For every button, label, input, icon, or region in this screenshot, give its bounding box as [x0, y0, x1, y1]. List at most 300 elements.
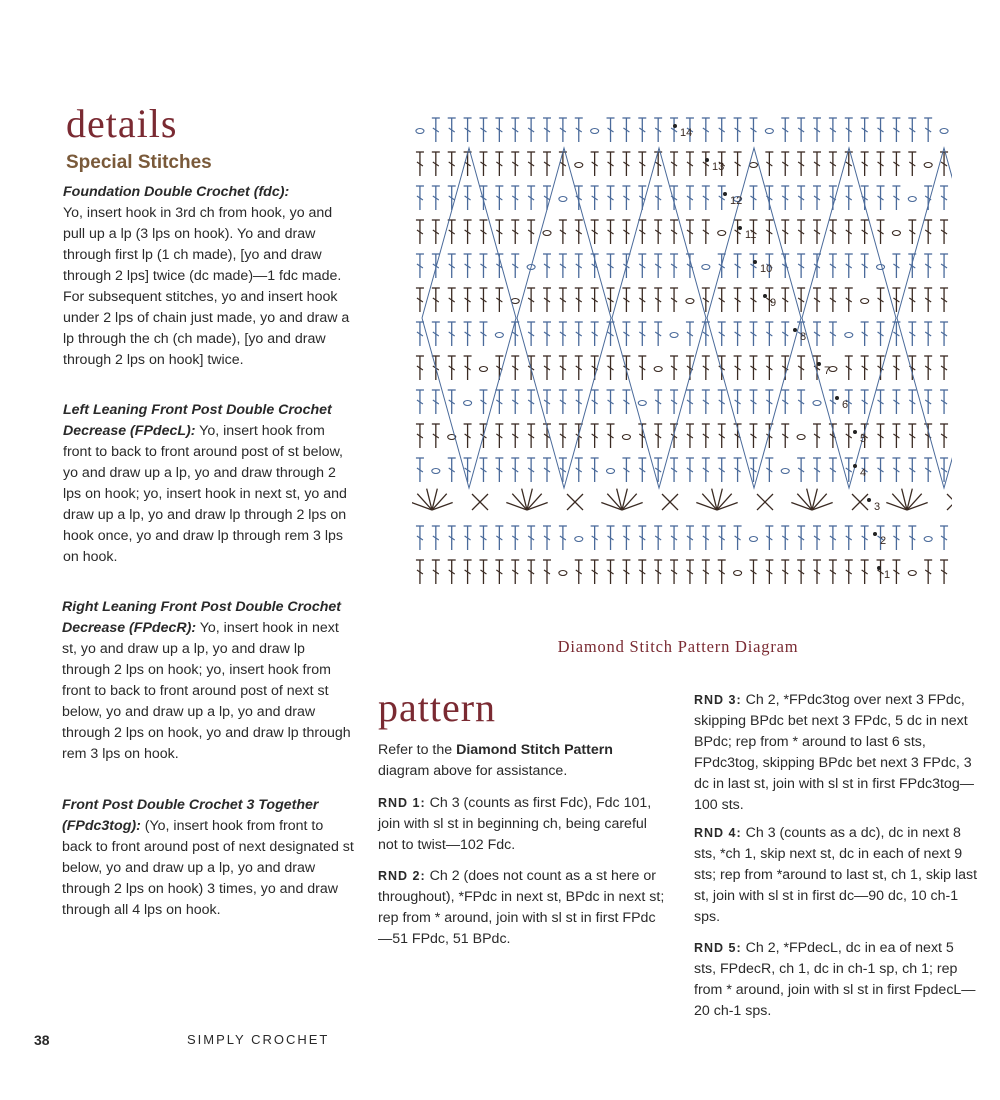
dc-stitch-symbol — [559, 356, 567, 380]
dc-stitch-symbol — [575, 356, 583, 380]
dc-stitch-symbol — [877, 152, 885, 176]
fpdc3tog-text: (Yo, insert hook from front to back to front around post of next designated st below, yo and draw up a lp, yo and draw through 2 lps on hook) 3 times, yo and draw through all 4 lps on hook. — [62, 818, 354, 918]
dc-stitch-symbol — [543, 152, 551, 176]
dc-stitch-symbol — [511, 526, 519, 550]
row-start-marker — [723, 192, 727, 196]
row-number-label: 14 — [680, 127, 693, 139]
dc-stitch-symbol — [892, 254, 900, 278]
dc-stitch-symbol — [765, 152, 773, 176]
dc-stitch-symbol — [749, 186, 757, 210]
dc-stitch-symbol — [575, 118, 583, 142]
dc-stitch-symbol — [527, 152, 535, 176]
dc-stitch-symbol — [940, 560, 948, 584]
dc-stitch-symbol — [654, 458, 662, 482]
dc-stitch-symbol — [797, 220, 805, 244]
chain-symbol — [607, 469, 615, 474]
dc-stitch-symbol — [861, 560, 869, 584]
dc-stitch-symbol — [845, 560, 853, 584]
dc-stitch-symbol — [654, 186, 662, 210]
dc-stitch-symbol — [495, 424, 503, 448]
dc-stitch-symbol — [749, 424, 757, 448]
dc-stitch-symbol — [686, 186, 694, 210]
dc-stitch-symbol — [908, 288, 916, 312]
dc-stitch-symbol — [781, 152, 789, 176]
dc-stitch-symbol — [416, 424, 424, 448]
dc-stitch-symbol — [797, 118, 805, 142]
dc-stitch-symbol — [829, 288, 837, 312]
dc-stitch-symbol — [749, 390, 757, 414]
dc-stitch-symbol — [479, 390, 487, 414]
dc-stitch-symbol — [813, 220, 821, 244]
dc-stitch-symbol — [670, 118, 678, 142]
dc-stitch-symbol — [734, 220, 742, 244]
dc-stitch-symbol — [718, 458, 726, 482]
dc-stitch-symbol — [861, 390, 869, 414]
chain-symbol — [432, 469, 440, 474]
dc-stitch-symbol — [892, 526, 900, 550]
dc-stitch-symbol — [607, 356, 615, 380]
dc-stitch-symbol — [607, 118, 615, 142]
dc-stitch-symbol — [670, 560, 678, 584]
chain-symbol — [908, 571, 916, 576]
dc-stitch-symbol — [607, 560, 615, 584]
chain-symbol — [749, 163, 757, 168]
dc-stitch-symbol — [829, 118, 837, 142]
dc-stitch-symbol — [654, 560, 662, 584]
dc-stitch-symbol — [749, 560, 757, 584]
pattern-intro — [378, 740, 668, 782]
dc-stitch-symbol — [718, 560, 726, 584]
dc-stitch-symbol — [797, 390, 805, 414]
chain-symbol — [924, 537, 932, 542]
row-number-label: 6 — [842, 399, 849, 411]
dc-stitch-symbol — [797, 186, 805, 210]
dc-stitch-symbol — [543, 118, 551, 142]
dc-stitch-symbol — [924, 356, 932, 380]
dc-stitch-symbol — [654, 118, 662, 142]
dc-stitch-symbol — [845, 356, 853, 380]
dc-stitch-symbol — [781, 322, 789, 346]
details-heading: details — [66, 101, 178, 146]
dc-stitch-symbol — [892, 424, 900, 448]
dc-stitch-symbol — [829, 458, 837, 482]
dc-stitch-symbol — [797, 458, 805, 482]
dc-stitch-symbol — [559, 458, 567, 482]
dc-stitch-symbol — [527, 322, 535, 346]
rnd5-label: RND 5: — [694, 941, 742, 955]
rnd1-instruction — [378, 793, 668, 856]
dc-stitch-symbol — [829, 560, 837, 584]
dc-stitch-symbol — [607, 390, 615, 414]
dc-stitch-symbol — [511, 390, 519, 414]
dc-stitch-symbol — [670, 288, 678, 312]
dc-stitch-symbol — [479, 526, 487, 550]
dc-stitch-symbol — [940, 390, 948, 414]
dc-stitch-symbol — [702, 152, 710, 176]
dc-stitch-symbol — [495, 458, 503, 482]
dc-stitch-symbol — [527, 390, 535, 414]
dc-stitch-symbol — [638, 458, 646, 482]
dc-stitch-symbol — [622, 390, 630, 414]
dc-stitch-symbol — [479, 254, 487, 278]
dc-stitch-symbol — [940, 288, 948, 312]
dc-stitch-symbol — [591, 424, 599, 448]
dc-stitch-symbol — [448, 152, 456, 176]
dc-stitch-symbol — [908, 424, 916, 448]
dc-stitch-symbol — [813, 118, 821, 142]
chain-symbol — [670, 333, 678, 338]
dc-stitch-symbol — [448, 254, 456, 278]
dc-stitch-symbol — [416, 560, 424, 584]
dc-stitch-symbol — [734, 152, 742, 176]
row-start-marker — [793, 328, 797, 332]
dc-stitch-symbol — [845, 186, 853, 210]
dc-stitch-symbol — [607, 254, 615, 278]
fdc-text: Yo, insert hook in 3rd ch from hook, yo and pull up a lp (3 lps on hook). Yo and draw through first lp (1 ch made), [yo and draw through 2 lps] twice (dc made)—1 fdc made. For subsequent stitches, yo and insert hook under 2 lps of chain just made, yo and draw a lp through the ch (ch made), [yo and draw through 2 lps on hook] twice. — [63, 205, 350, 368]
dc-stitch-symbol — [416, 254, 424, 278]
dc-stitch-symbol — [781, 118, 789, 142]
dc-stitch-symbol — [448, 118, 456, 142]
dc-stitch-symbol — [559, 424, 567, 448]
dc-stitch-symbol — [495, 526, 503, 550]
dc-stitch-symbol — [638, 560, 646, 584]
dc-stitch-symbol — [543, 356, 551, 380]
dc-stitch-symbol — [479, 458, 487, 482]
dc-stitch-symbol — [464, 560, 472, 584]
dc-stitch-symbol — [479, 560, 487, 584]
dc-stitch-symbol — [686, 254, 694, 278]
chain-symbol — [559, 197, 567, 202]
dc-stitch-symbol — [591, 288, 599, 312]
dc-stitch-symbol — [448, 186, 456, 210]
dc-stitch-symbol — [861, 526, 869, 550]
dc-stitch-symbol — [829, 526, 837, 550]
rnd1-text: Ch 3 (counts as first Fdc), Fdc 101, join with sl st in beginning ch, being careful not to twist—102 Fdc. — [378, 795, 652, 853]
dc-stitch-symbol — [749, 254, 757, 278]
dc-stitch-symbol — [892, 458, 900, 482]
dc-stitch-symbol — [591, 560, 599, 584]
diagram-caption: Diamond Stitch Pattern Diagram — [557, 637, 799, 656]
dc-stitch-symbol — [877, 424, 885, 448]
dc-stitch-symbol — [607, 322, 615, 346]
row-number-label: 4 — [860, 467, 867, 479]
row-start-marker — [835, 396, 839, 400]
dc-stitch-symbol — [765, 356, 773, 380]
dc-stitch-symbol — [765, 526, 773, 550]
dc-stitch-symbol — [575, 254, 583, 278]
rnd3-text: Ch 2, *FPdc3tog over next 3 FPdc, skipping BPdc bet next 3 FPdc, 5 dc in next BPdc; rep from * around to last 6 sts, FPdc3tog, skipping BPdc bet next 3 FPdc, 3 dc in last st, join with sl st in first FPdc3tog—100 sts. — [694, 692, 974, 813]
chain-symbol — [734, 571, 742, 576]
dc-stitch-symbol — [845, 526, 853, 550]
dc-stitch-symbol — [749, 288, 757, 312]
dc-stitch-symbol — [877, 288, 885, 312]
dc-stitch-symbol — [416, 390, 424, 414]
dc-stitch-symbol — [765, 458, 773, 482]
magazine-title: SIMPLY CROCHET — [187, 1032, 330, 1047]
dc-stitch-symbol — [432, 220, 440, 244]
dc-stitch-symbol — [607, 220, 615, 244]
dc-stitch-symbol — [622, 186, 630, 210]
dc-stitch-symbol — [622, 322, 630, 346]
dc-stitch-symbol — [781, 424, 789, 448]
dc-stitch-symbol — [734, 254, 742, 278]
dc-stitch-symbol — [591, 186, 599, 210]
dc-stitch-symbol — [654, 424, 662, 448]
rnd4-instruction — [694, 823, 978, 928]
dc-stitch-symbol — [559, 322, 567, 346]
dc-stitch-symbol — [861, 118, 869, 142]
dc-stitch-symbol — [448, 458, 456, 482]
dc-stitch-symbol — [607, 526, 615, 550]
dc-stitch-symbol — [797, 254, 805, 278]
dc-stitch-symbol — [416, 458, 424, 482]
dc-stitch-symbol — [654, 220, 662, 244]
dc-stitch-symbol — [924, 118, 932, 142]
rnd4-text: Ch 3 (counts as a dc), dc in next 8 sts, *ch 1, skip next st, dc in each of next 9 sts; rep from *around to last st, ch 1, skip last st, join with sl st in first dc—90 dc, 10 ch-1 sps. — [694, 825, 978, 925]
dc-stitch-symbol — [495, 390, 503, 414]
chain-symbol — [940, 129, 948, 134]
dc-stitch-symbol — [718, 288, 726, 312]
dc-stitch-symbol — [511, 424, 519, 448]
dc-stitch-symbol — [495, 152, 503, 176]
dc-stitch-symbol — [702, 526, 710, 550]
dc-stitch-symbol — [559, 254, 567, 278]
dc-stitch-symbol — [495, 220, 503, 244]
row-start-marker — [867, 498, 871, 502]
dc-stitch-symbol — [702, 186, 710, 210]
chain-symbol — [702, 265, 710, 270]
dc-stitch-symbol — [575, 220, 583, 244]
dc-stitch-symbol — [416, 322, 424, 346]
dc-stitch-symbol — [432, 322, 440, 346]
dc-stitch-symbol — [781, 288, 789, 312]
dc-stitch-symbol — [813, 186, 821, 210]
dc-stitch-symbol — [416, 526, 424, 550]
dc-stitch-symbol — [527, 118, 535, 142]
dc-stitch-symbol — [559, 220, 567, 244]
dc-stitch-symbol — [908, 356, 916, 380]
fdc-definition — [63, 182, 355, 371]
dc-stitch-symbol — [432, 390, 440, 414]
diamond-stitch-diagram — [412, 108, 952, 618]
dc-stitch-symbol — [448, 356, 456, 380]
dc-stitch-symbol — [765, 560, 773, 584]
dc-stitch-symbol — [638, 356, 646, 380]
dc-stitch-symbol — [908, 458, 916, 482]
dc-stitch-symbol — [464, 118, 472, 142]
dc-stitch-symbol — [940, 220, 948, 244]
dc-stitch-symbol — [718, 390, 726, 414]
chain-symbol — [877, 265, 885, 270]
dc-stitch-symbol — [892, 560, 900, 584]
dc-stitch-symbol — [511, 356, 519, 380]
dc-stitch-symbol — [543, 390, 551, 414]
dc-stitch-symbol — [813, 356, 821, 380]
dc-stitch-symbol — [940, 152, 948, 176]
dc-stitch-symbol — [940, 322, 948, 346]
pattern-heading: pattern — [378, 685, 497, 730]
chain-symbol — [924, 163, 932, 168]
row-start-marker — [738, 226, 742, 230]
dc-stitch-symbol — [797, 560, 805, 584]
dc-stitch-symbol — [622, 560, 630, 584]
rnd4-label: RND 4: — [694, 826, 742, 840]
dc-stitch-symbol — [591, 152, 599, 176]
intro-bold: Diamond Stitch Pattern — [456, 742, 613, 758]
dc-stitch-symbol — [464, 424, 472, 448]
row-number-label: 3 — [874, 501, 881, 513]
dc-stitch-symbol — [448, 390, 456, 414]
dc-stitch-symbol — [781, 526, 789, 550]
dc-stitch-symbol — [829, 322, 837, 346]
dc-stitch-symbol — [543, 322, 551, 346]
dc-stitch-symbol — [670, 458, 678, 482]
dc-stitch-symbol — [734, 458, 742, 482]
dc-stitch-symbol — [686, 424, 694, 448]
dc-stitch-symbol — [924, 390, 932, 414]
dc-stitch-symbol — [511, 220, 519, 244]
fpdecr-definition — [62, 597, 354, 765]
dc-stitch-symbol — [607, 288, 615, 312]
dc-stitch-symbol — [877, 356, 885, 380]
chain-symbol — [495, 333, 503, 338]
chain-symbol — [479, 367, 487, 372]
row-number-label: 13 — [712, 161, 725, 173]
dc-stitch-symbol — [924, 288, 932, 312]
intro-pre: Refer to the — [378, 742, 457, 758]
dc-stitch-symbol — [638, 118, 646, 142]
dc-stitch-symbol — [622, 458, 630, 482]
chain-symbol — [845, 333, 853, 338]
dc-stitch-symbol — [591, 220, 599, 244]
chain-symbol — [686, 299, 694, 304]
dc-stitch-symbol — [464, 356, 472, 380]
chain-symbol — [749, 537, 757, 542]
dc-stitch-symbol — [908, 322, 916, 346]
rnd3-label: RND 3: — [694, 693, 742, 707]
dc-stitch-symbol — [686, 560, 694, 584]
dc-stitch-symbol — [464, 288, 472, 312]
dc-stitch-symbol — [448, 560, 456, 584]
dc-stitch-symbol — [940, 356, 948, 380]
dc-stitch-symbol — [670, 152, 678, 176]
chain-symbol — [861, 299, 869, 304]
row-start-marker — [853, 464, 857, 468]
row-number-label: 1 — [884, 569, 891, 581]
dc-stitch-symbol — [654, 526, 662, 550]
dc-stitch-symbol — [607, 424, 615, 448]
dc-stitch-symbol — [448, 288, 456, 312]
dc-stitch-symbol — [924, 424, 932, 448]
dc-stitch-symbol — [781, 254, 789, 278]
row-start-marker — [705, 158, 709, 162]
dc-stitch-symbol — [686, 152, 694, 176]
chain-symbol — [797, 435, 805, 440]
chain-symbol — [654, 367, 662, 372]
dc-stitch-symbol — [718, 526, 726, 550]
rnd2-text: Ch 2 (does not count as a st here or throughout), *FPdc in next st, BPdc in next st; rep from * around, join with sl st in first FPdc—51 FPdc, 51 BPdc. — [378, 868, 665, 947]
dc-stitch-symbol — [607, 186, 615, 210]
dc-stitch-symbol — [670, 186, 678, 210]
chain-symbol — [892, 231, 900, 236]
dc-stitch-symbol — [892, 118, 900, 142]
row-number-label: 2 — [880, 535, 887, 547]
dc-stitch-symbol — [718, 424, 726, 448]
dc-stitch-symbol — [892, 356, 900, 380]
dc-stitch-symbol — [670, 220, 678, 244]
chain-symbol — [575, 537, 583, 542]
dc-stitch-symbol — [734, 390, 742, 414]
dc-stitch-symbol — [622, 152, 630, 176]
row-start-marker — [853, 430, 857, 434]
dc-stitch-symbol — [416, 186, 424, 210]
dc-stitch-symbol — [813, 560, 821, 584]
dc-stitch-symbol — [749, 356, 757, 380]
dc-stitch-symbol — [575, 390, 583, 414]
dc-stitch-symbol — [702, 118, 710, 142]
row-number-label: 8 — [800, 331, 807, 343]
dc-stitch-symbol — [829, 424, 837, 448]
fpdecl-term: Left Leaning Front Post Double Crochet Decrease (FPdecL): — [63, 402, 332, 439]
dc-stitch-symbol — [702, 560, 710, 584]
dc-stitch-symbol — [607, 152, 615, 176]
dc-stitch-symbol — [432, 560, 440, 584]
dc-stitch-symbol — [877, 322, 885, 346]
dc-stitch-symbol — [559, 118, 567, 142]
dc-stitch-symbol — [749, 322, 757, 346]
dc-stitch-symbol — [670, 526, 678, 550]
dc-stitch-symbol — [527, 526, 535, 550]
dc-stitch-symbol — [416, 152, 424, 176]
dc-stitch-symbol — [734, 118, 742, 142]
dc-stitch-symbol — [845, 288, 853, 312]
dc-stitch-symbol — [781, 560, 789, 584]
dc-stitch-symbol — [924, 220, 932, 244]
dc-stitch-symbol — [765, 322, 773, 346]
fpdc3tog-definition — [62, 795, 354, 921]
dc-stitch-symbol — [416, 356, 424, 380]
dc-stitch-symbol — [734, 356, 742, 380]
dc-stitch-symbol — [622, 118, 630, 142]
dc-stitch-symbol — [575, 288, 583, 312]
dc-stitch-symbol — [686, 220, 694, 244]
dc-stitch-symbol — [511, 186, 519, 210]
page-number: 38 — [34, 1032, 50, 1048]
dc-stitch-symbol — [686, 526, 694, 550]
dc-stitch-symbol — [877, 118, 885, 142]
dc-stitch-symbol — [892, 390, 900, 414]
dc-stitch-symbol — [638, 526, 646, 550]
diagram-stitch-symbols — [412, 118, 952, 584]
dc-stitch-symbol — [718, 322, 726, 346]
dc-stitch-symbol — [527, 458, 535, 482]
dc-stitch-symbol — [511, 560, 519, 584]
dc-stitch-symbol — [892, 152, 900, 176]
dc-stitch-symbol — [638, 322, 646, 346]
dc-stitch-symbol — [924, 322, 932, 346]
dc-stitch-symbol — [829, 390, 837, 414]
dc-stitch-symbol — [877, 186, 885, 210]
dc-stitch-symbol — [543, 526, 551, 550]
dc-stitch-symbol — [940, 424, 948, 448]
dc-stitch-symbol — [718, 118, 726, 142]
dc-stitch-symbol — [686, 390, 694, 414]
dc-stitch-symbol — [591, 390, 599, 414]
dc-stitch-symbol — [527, 186, 535, 210]
dc-stitch-symbol — [877, 220, 885, 244]
row-number-label: 11 — [745, 229, 757, 241]
dc-stitch-symbol — [622, 288, 630, 312]
